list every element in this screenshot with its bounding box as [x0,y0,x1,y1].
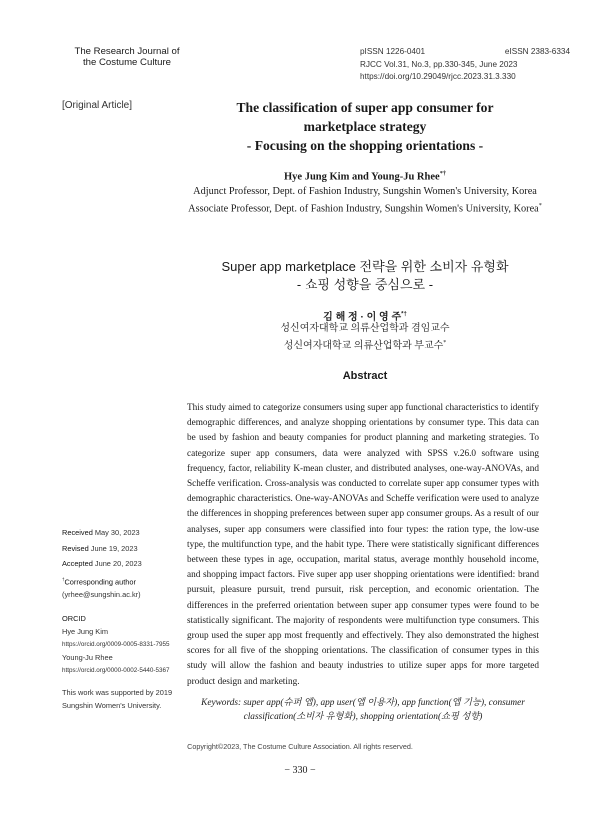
affiliation-first: Adjunct Professor, Dept. of Fashion Industry, Sungshin Women's University, Korea [193,186,537,197]
keywords [187,696,539,724]
authors [185,170,545,183]
page-number: − 330 − [284,765,316,776]
orcid-label: ORCID [62,614,86,623]
affiliation-second-text: Associate Professor, Dept. of Fashion Industry, Sungshin Women's University, Korea [188,203,539,215]
korean-title [185,258,545,294]
korean-authors [185,308,545,323]
keywords-label: Keywords: [201,698,242,708]
paper-title-line2: marketplace strategy [303,119,427,134]
received-label: Received [62,528,93,537]
revised-label: Revised [62,543,89,553]
eissn: eISSN 2383-6334 [504,47,570,56]
korean-affiliation-second-mark: * [443,340,447,346]
doi-link[interactable]: https://doi.org/10.29049/rjcc.2023.31.3.330 [360,72,516,81]
orcid-name-2: Young-Ju Rhee [62,653,113,662]
corresponding-email[interactable]: (yrhee@sungshin.ac.kr) [62,590,141,600]
revised-value: June 19, 2023 [90,543,138,553]
publication-meta [360,46,570,84]
korean-title-line1: Super app marketplace 전략을 위한 소비자 유형화 [221,259,509,274]
citation: RJCC Vol.31, No.3, pp.330-345, June 2023 [360,59,518,69]
korean-subtitle: - 쇼핑 성향을 중심으로 - [296,277,434,292]
accepted-date [62,556,192,572]
paper-title-line1: The classification of super app consumer for [236,100,494,115]
received-value: May 30, 2023 [94,528,140,537]
author-names: Hye Jung Kim and Young-Ju Rhee [284,171,440,183]
korean-affiliation-second-text: 성신여자대학교 의류산업학과 부교수 [283,340,444,352]
orcid-link-1[interactable]: https://orcid.org/0009-0005-8331-7955 [62,641,170,648]
funding-note: This work was supported by 2019 Sungshin Women's University. [62,688,173,710]
copyright-notice: Copyright©2023, The Costume Culture Association. All rights reserved. [187,742,413,751]
orcid-name-1: Hye Jung Kim [62,627,109,636]
corresponding-mark: † [62,577,65,582]
affiliation-second-mark: * [538,202,542,209]
korean-author-mark: *† [401,311,407,318]
accepted-value: June 20, 2023 [94,559,142,568]
abstract-text: This study aimed to categorize consumers using super app functional characteristics to identify demographic differences, and analyze shopping orientations by consumer type. This data can be used by fashion and beauty companies for product planning and marketing strategies. To categorize super app consumers, data were analyzed with SPSS v.26.0 software using frequency, factor, reliability K-mean cluster, and distributed analyses, one-way-ANOVAs, and Scheffe verification. Cross-analysis was conducted to correlate super app consumer types with demographic characteristics. One-way-ANOVAs and Scheffe verification were used to analyze the differences in shopping preferences between super app consumer groups. As a result of our analyses, super app consumers were classified into four types: the ration type, the low-use type, the multifunction type, and the habit type. There were statistically significant differences between these types in age, occupation, marital status, average monthly household income, and shopping impact factors. Five super app user shopping orientations were identified: brand pursuit, pleasure pursuit, trend pursuit, risk perception, and economic orientation. The differences in the preferred orientation between super app consumer types were found to be statistically significant. The majority of respondents were multifunction type consumers. This group used the super app most frequently and effectively. They also demonstrated the highest scores for all five of the shopping orientations. The classification of consumer types in this study will allow the fashion and beauty industries to utilize super apps for more targeted product design and marketing. [187,403,539,687]
orcid-link-2[interactable]: https://orcid.org/0000-0002-5440-5367 [62,667,170,674]
author-mark: *† [439,170,446,177]
keywords-list: super app(슈퍼 앱), app user(앱 이용자), app function(앱 기능), consumer classification(소비자 유형화), shopping orientation(쇼핑 성향) [243,698,525,722]
affiliations [185,185,545,216]
article-type: [Original Article] [62,100,133,111]
abstract-heading: Abstract [342,370,388,382]
corresponding-author [62,573,192,601]
paper-title [200,98,530,155]
pissn: pISSN 1226-0401 [360,47,426,56]
korean-affiliation-first: 성신여자대학교 의류산업학과 겸임교수 [280,323,450,334]
korean-affiliation-second [185,336,545,353]
korean-author-names: 김 해 정 · 이 영 주 [323,312,402,323]
article-dates [62,525,192,572]
journal-name-line1: The Research Journal of [74,46,180,57]
journal-name-line2: the Costume Culture [83,57,171,68]
received-date [62,525,192,541]
paper-subtitle: - Focusing on the shopping orientations - [246,138,484,153]
accepted-label: Accepted [62,559,93,568]
orcid-block [62,612,192,677]
corresponding-label-row [62,573,192,588]
corresponding-label: Corresponding author [64,577,136,587]
korean-affiliations [185,322,545,353]
revised-date [62,541,192,557]
journal-name [62,46,192,68]
affiliation-second [185,199,545,216]
